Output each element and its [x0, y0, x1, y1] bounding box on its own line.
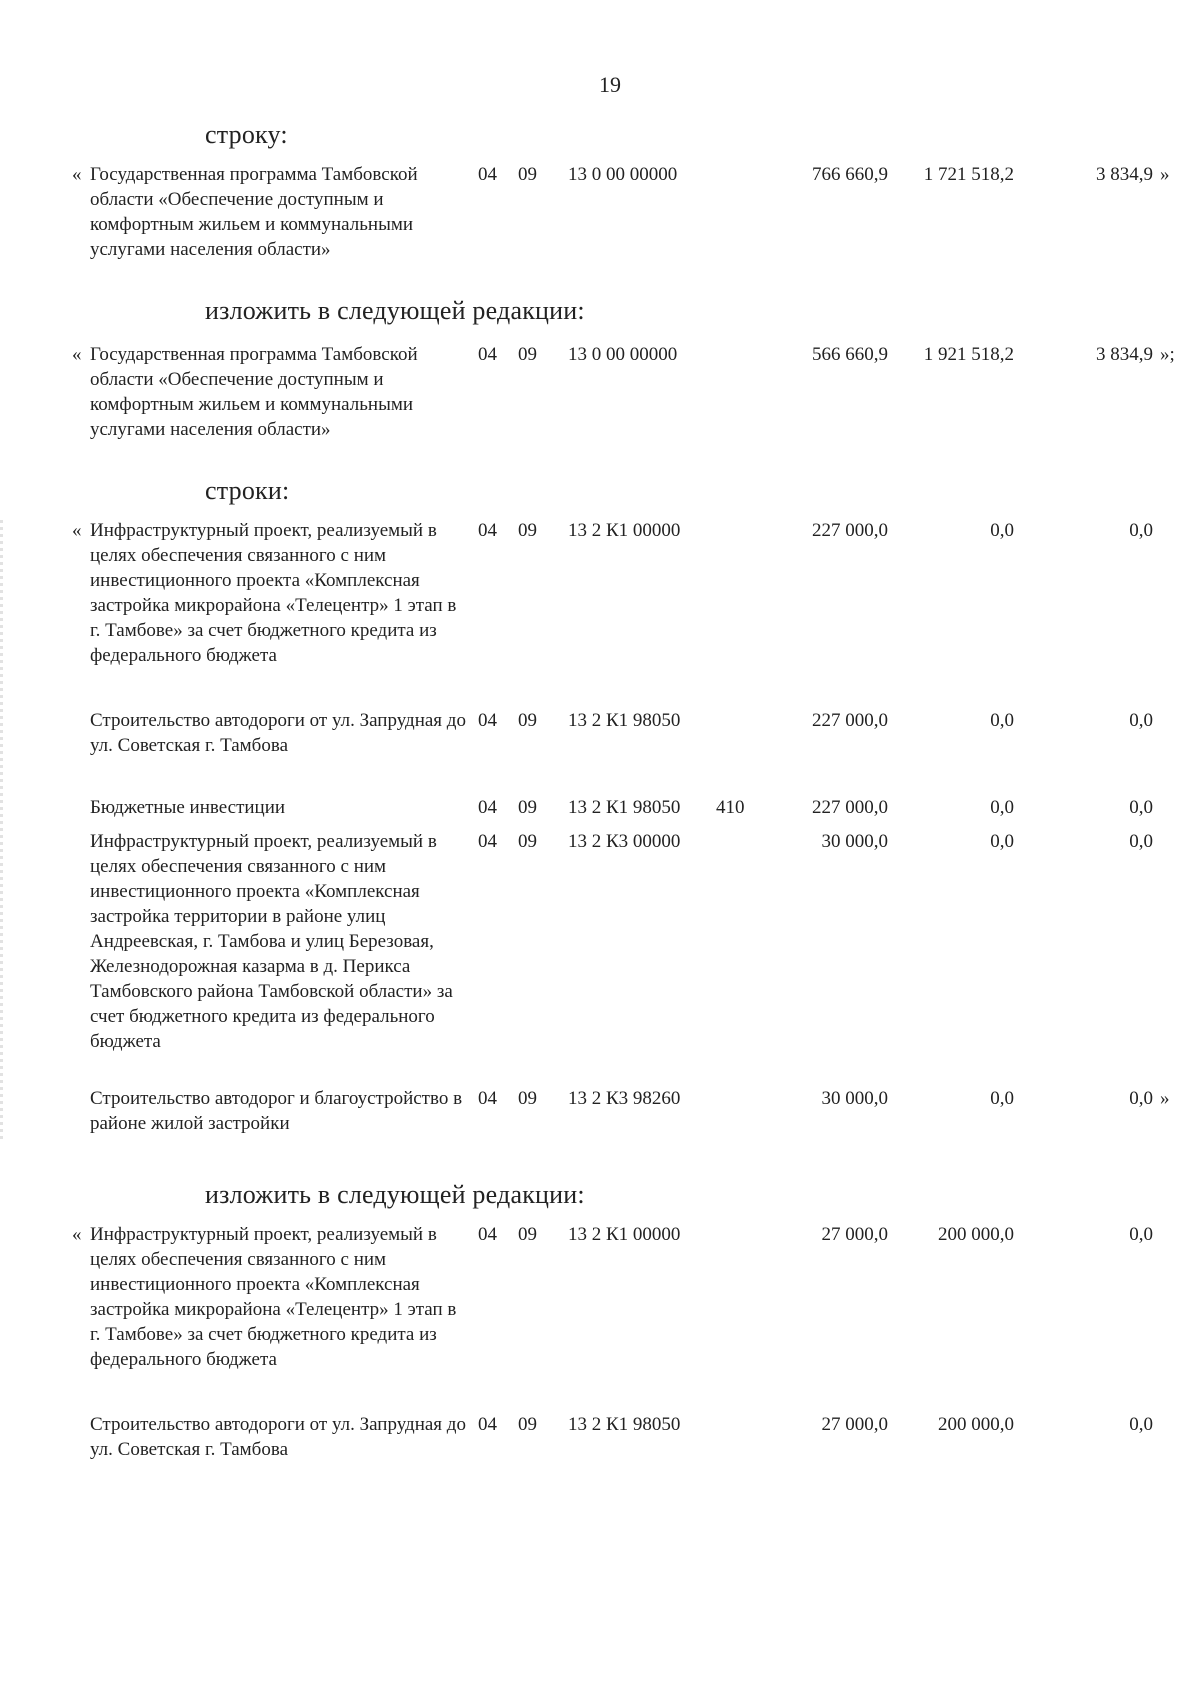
amount-year-1: 27 000,0: [821, 1224, 888, 1245]
amount-year-3: 3 834,9: [1096, 164, 1153, 185]
intro-new-edition: изложить в следующей редакции:: [205, 296, 585, 325]
amount-year-1: 566 660,9: [812, 344, 888, 365]
amount-year-2: 200 000,0: [938, 1414, 1014, 1435]
intro-old-line: строку:: [205, 120, 288, 149]
subsection-code: 09: [518, 344, 537, 365]
subsection-code: 09: [518, 1088, 537, 1109]
subsection-code: 09: [518, 1414, 537, 1435]
intro-old-lines: строки:: [205, 476, 290, 505]
amount-year-3: 3 834,9: [1096, 344, 1153, 365]
amount-year-2: 0,0: [990, 797, 1014, 818]
opening-quote: «: [72, 344, 82, 365]
row-name: Бюджетные инвестиции: [90, 797, 286, 818]
expense-type-code: 410: [716, 797, 745, 818]
amount-year-3: 0,0: [1129, 831, 1153, 852]
amount-year-1: 227 000,0: [812, 710, 888, 731]
row-name: Строительство автодороги от ул. Запрудная до ул. Советская г. Тамбова: [90, 710, 466, 756]
amount-year-2: 200 000,0: [938, 1224, 1014, 1245]
amount-year-1: 227 000,0: [812, 520, 888, 541]
section-code: 04: [478, 831, 497, 852]
subsection-code: 09: [518, 831, 537, 852]
section-code: 04: [478, 164, 497, 185]
amount-year-2: 0,0: [990, 1088, 1014, 1109]
opening-quote: «: [72, 164, 82, 185]
row-name: Инфраструктурный проект, реализуемый в целях обеспечения связанного с ним инвестиционного проекта «Комплексная застройка микрорайона «Телецентр» 1 этап в г. Тамбове» за счет бюджетного кредита из федерального бюджета: [90, 520, 457, 666]
subsection-code: 09: [518, 710, 537, 731]
amount-year-2: 0,0: [990, 520, 1014, 541]
amount-year-2: 0,0: [990, 710, 1014, 731]
amount-year-3: 0,0: [1129, 520, 1153, 541]
closing-quote: »: [1160, 1088, 1170, 1109]
row-name: Инфраструктурный проект, реализуемый в целях обеспечения связанного с ним инвестиционного проекта «Комплексная застройка микрорайона «Телецентр» 1 этап в г. Тамбове» за счет бюджетного кредита из федерального бюджета: [90, 1224, 457, 1370]
amount-year-1: 227 000,0: [812, 797, 888, 818]
amount-year-3: 0,0: [1129, 710, 1153, 731]
row-name: Государственная программа Тамбовской области «Обеспечение доступным и комфортным жильем и коммунальными услугами населения области»: [90, 344, 418, 440]
section-code: 04: [478, 1414, 497, 1435]
amount-year-1: 27 000,0: [821, 1414, 888, 1435]
target-article-code: 13 2 К1 98050: [568, 797, 681, 818]
amount-year-1: 766 660,9: [812, 164, 888, 185]
section-code: 04: [478, 520, 497, 541]
opening-quote: «: [72, 1224, 82, 1245]
subsection-code: 09: [518, 1224, 537, 1245]
amount-year-3: 0,0: [1129, 797, 1153, 818]
closing-quote: »: [1160, 164, 1170, 185]
target-article-code: 13 0 00 00000: [568, 344, 678, 365]
amount-year-2: 0,0: [990, 831, 1014, 852]
target-article-code: 13 2 К1 98050: [568, 710, 681, 731]
row-name: Государственная программа Тамбовской области «Обеспечение доступным и комфортным жильем и коммунальными услугами населения области»: [90, 164, 418, 260]
opening-quote: «: [72, 520, 82, 541]
amount-year-3: 0,0: [1129, 1414, 1153, 1435]
closing-quote: »;: [1160, 344, 1175, 365]
section-code: 04: [478, 344, 497, 365]
amount-year-1: 30 000,0: [821, 831, 888, 852]
scan-edge-artifact: [0, 520, 3, 1140]
target-article-code: 13 2 К3 98260: [568, 1088, 681, 1109]
amount-year-2: 1 721 518,2: [923, 164, 1014, 185]
section-code: 04: [478, 797, 497, 818]
subsection-code: 09: [518, 797, 537, 818]
row-name: Строительство автодороги от ул. Запрудная до ул. Советская г. Тамбова: [90, 1414, 466, 1460]
amount-year-3: 0,0: [1129, 1224, 1153, 1245]
target-article-code: 13 2 К1 98050: [568, 1414, 681, 1435]
section-code: 04: [478, 1224, 497, 1245]
amount-year-2: 1 921 518,2: [923, 344, 1014, 365]
subsection-code: 09: [518, 164, 537, 185]
subsection-code: 09: [518, 520, 537, 541]
row-name: Строительство автодорог и благоустройство в районе жилой застройки: [90, 1088, 463, 1134]
section-code: 04: [478, 710, 497, 731]
target-article-code: 13 0 00 00000: [568, 164, 678, 185]
page-number: 19: [599, 72, 621, 97]
target-article-code: 13 2 К1 00000: [568, 1224, 681, 1245]
target-article-code: 13 2 К1 00000: [568, 520, 681, 541]
section-code: 04: [478, 1088, 497, 1109]
amount-year-1: 30 000,0: [821, 1088, 888, 1109]
amount-year-3: 0,0: [1129, 1088, 1153, 1109]
row-name: Инфраструктурный проект, реализуемый в целях обеспечения связанного с ним инвестиционного проекта «Комплексная застройка территории в районе улиц Андреевская, г. Тамбова и улиц Березовая, Железнодорожная казарма в д. Перикса Тамбовского района Тамбовской области» за счет бюджетного кредита из федерального бюджета: [90, 831, 453, 1052]
target-article-code: 13 2 К3 00000: [568, 831, 681, 852]
intro-new-edition: изложить в следующей редакции:: [205, 1180, 585, 1209]
